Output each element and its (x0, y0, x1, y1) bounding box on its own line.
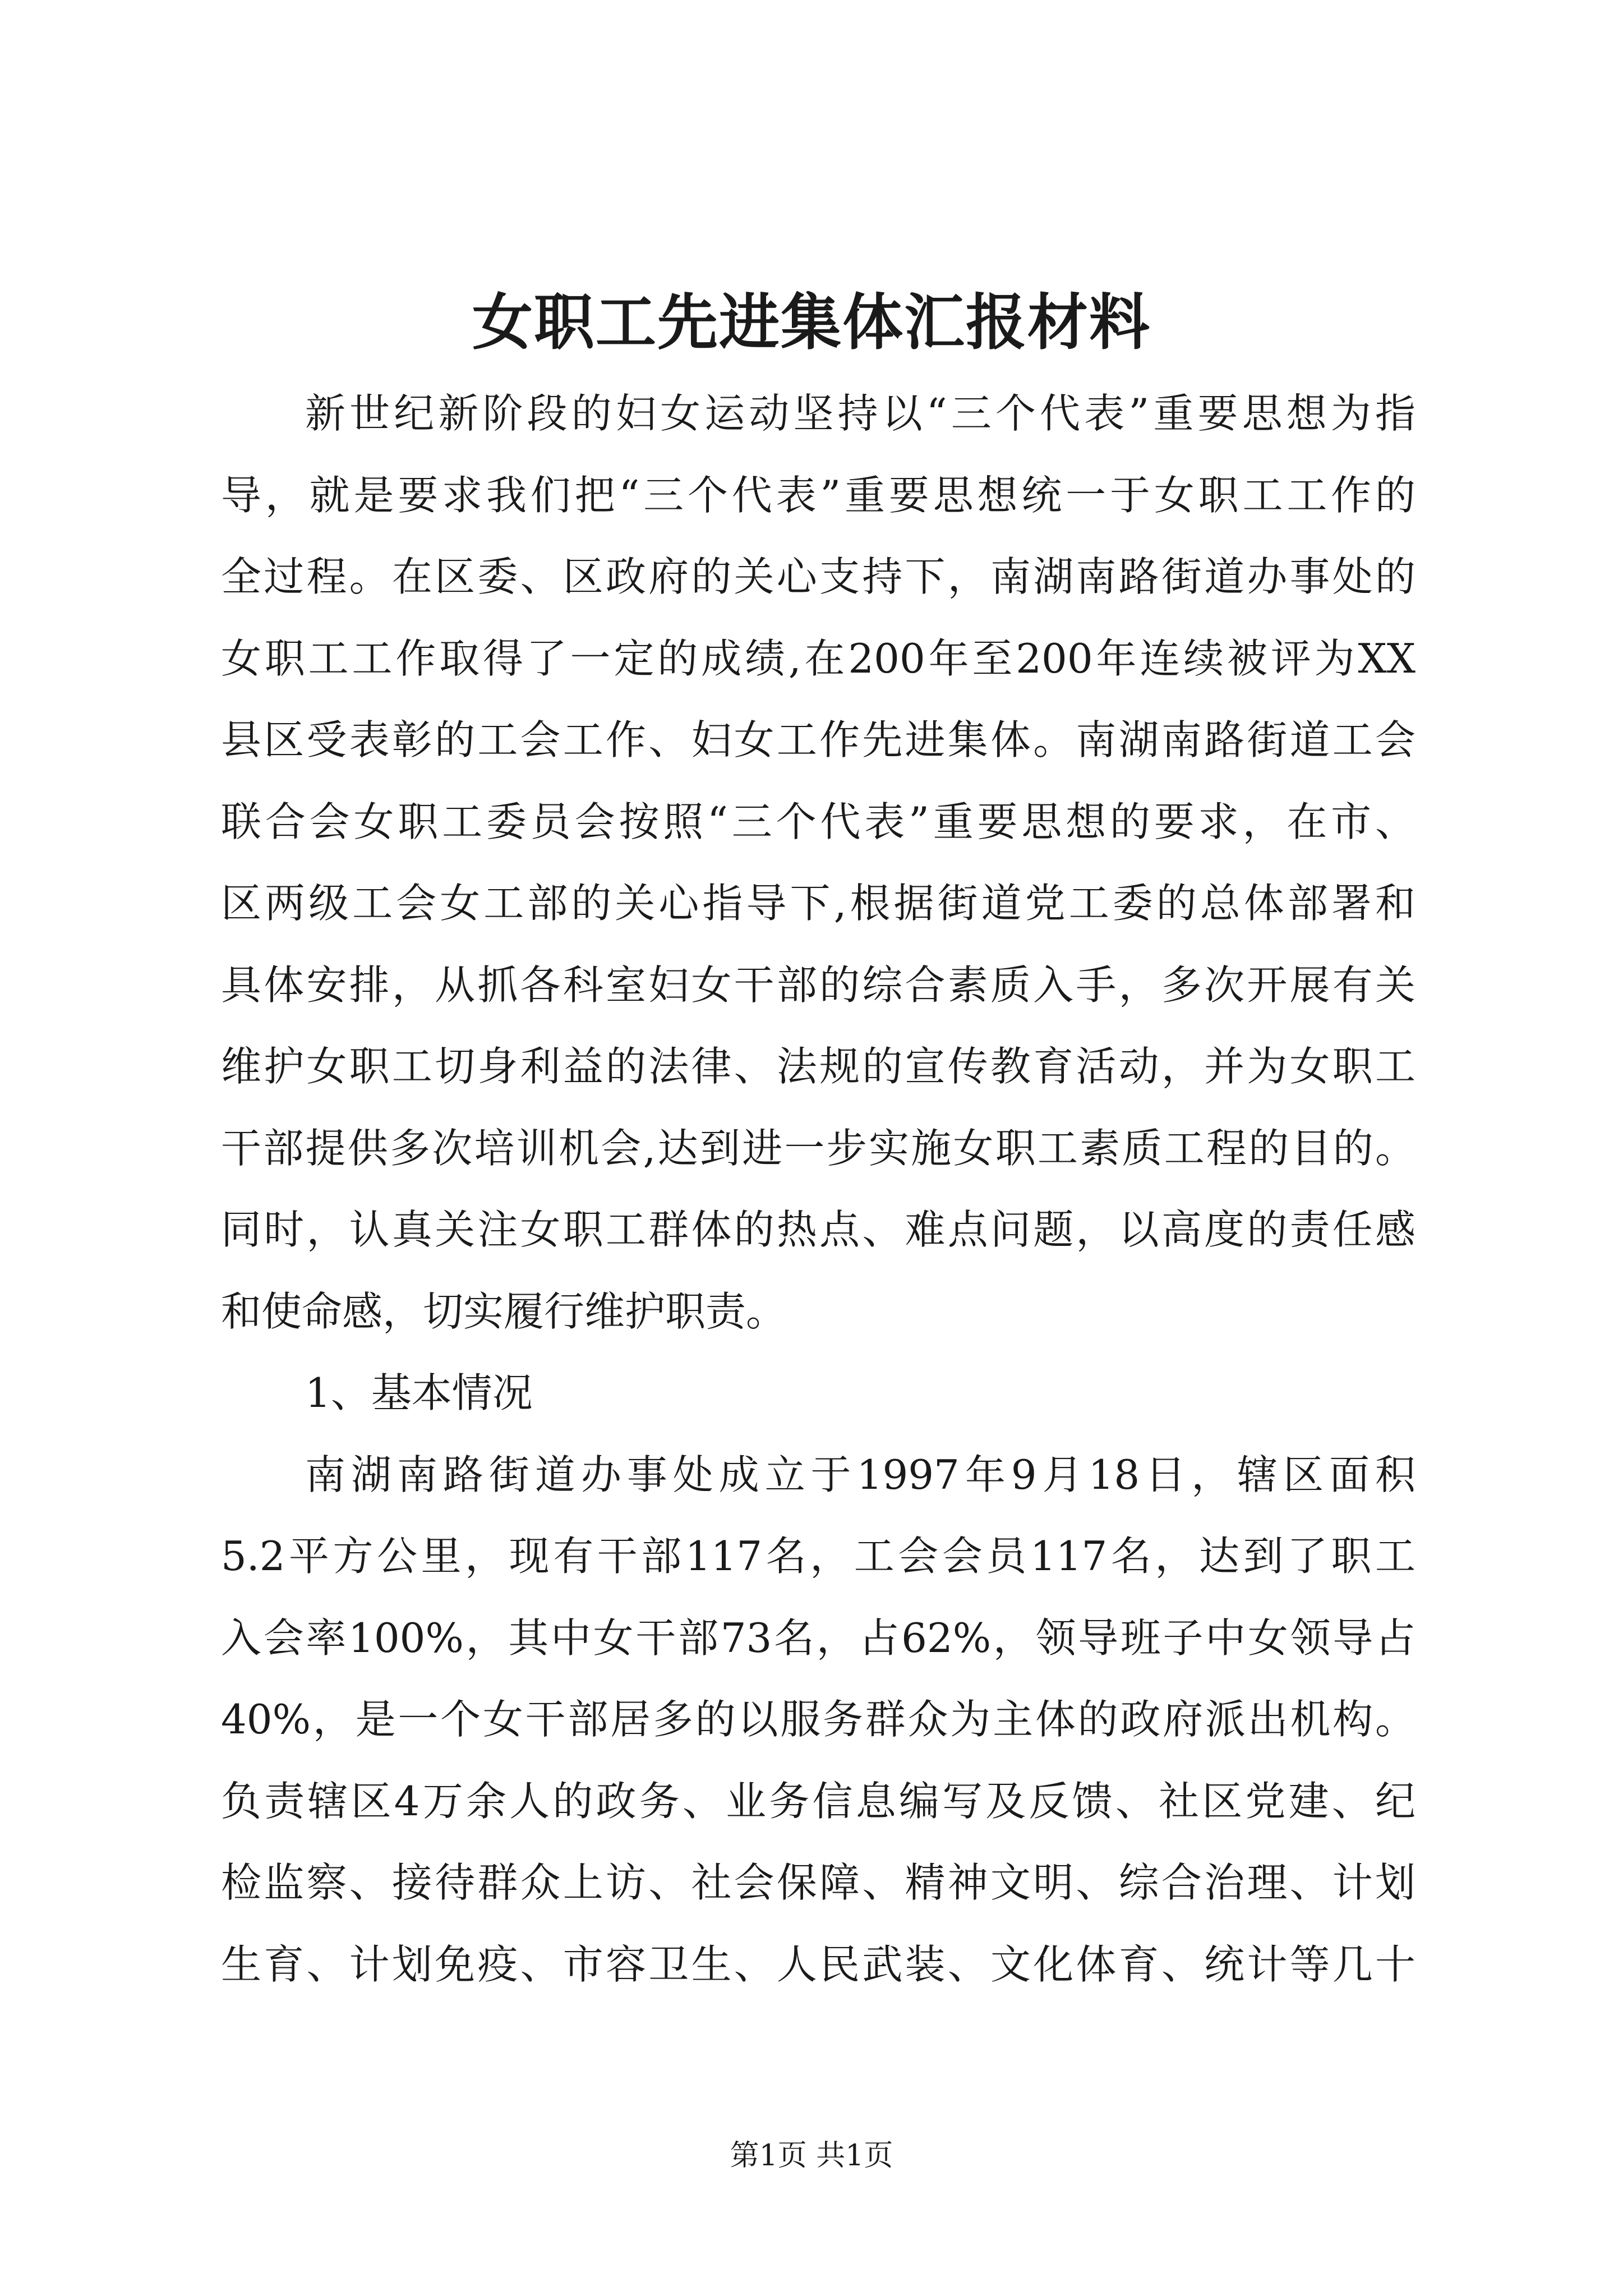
paragraph-line: 40%，是一个女干部居多的以服务群众为主体的政府派出机构。 (221, 1696, 1415, 1743)
paragraph-line: 同时，认真关注女职工群体的热点、难点问题，以高度的责任感 (221, 1206, 1415, 1253)
paragraph-line: 负责辖区4万余人的政务、业务信息编写及反馈、社区党建、纪 (221, 1777, 1415, 1825)
paragraph-line: 检监察、接待群众上访、社会保障、精神文明、综合治理、计划 (221, 1859, 1415, 1906)
paragraph-line: 县区受表彰的工会工作、妇女工作先进集体。南湖南路街道工会 (221, 716, 1415, 763)
paragraph-line: 具体安排，从抓各科室妇女干部的综合素质入手，多次开展有关 (221, 961, 1415, 1009)
paragraph-line: 和使命感，切实履行维护职责。 (221, 1287, 787, 1335)
paragraph-line: 入会率100%，其中女干部73名，占62%，领导班子中女领导占 (221, 1614, 1415, 1662)
paragraph-line: 维护女职工切身利益的法律、法规的宣传教育活动，并为女职工 (221, 1043, 1415, 1090)
page-number: 第1页 共1页 (730, 2139, 893, 2173)
paragraph-line: 5.2平方公里，现有干部117名，工会会员117名，达到了职工 (221, 1533, 1415, 1580)
document-body (221, 373, 1415, 2005)
section-heading: 1、基本情况 (305, 1369, 533, 1416)
paragraph-line: 南湖南路街道办事处成立于1997年9月18日，辖区面积 (305, 1451, 1415, 1498)
document-title: 女职工先进集体汇报材料 (472, 287, 1151, 358)
paragraph-line: 导，就是要求我们把“三个代表”重要思想统一于女职工工作的 (221, 471, 1415, 519)
paragraph-line: 干部提供多次培训机会,达到进一步实施女职工素质工程的目的。 (221, 1124, 1415, 1172)
paragraph-line: 全过程。在区委、区政府的关心支持下，南湖南路街道办事处的 (221, 553, 1415, 600)
paragraph-line: 新世纪新阶段的妇女运动坚持以“三个代表”重要思想为指 (305, 390, 1415, 437)
paragraph-line: 区两级工会女工部的关心指导下,根据街道党工委的总体部署和 (221, 880, 1415, 927)
paragraph-line: 联合会女职工委员会按照“三个代表”重要思想的要求，在市、 (221, 798, 1415, 845)
paragraph-line: 女职工工作取得了一定的成绩,在200年至200年连续被评为XX (221, 634, 1415, 682)
paragraph-line: 生育、计划免疫、市容卫生、人民武装、文化体育、统计等几十 (221, 1940, 1415, 1988)
